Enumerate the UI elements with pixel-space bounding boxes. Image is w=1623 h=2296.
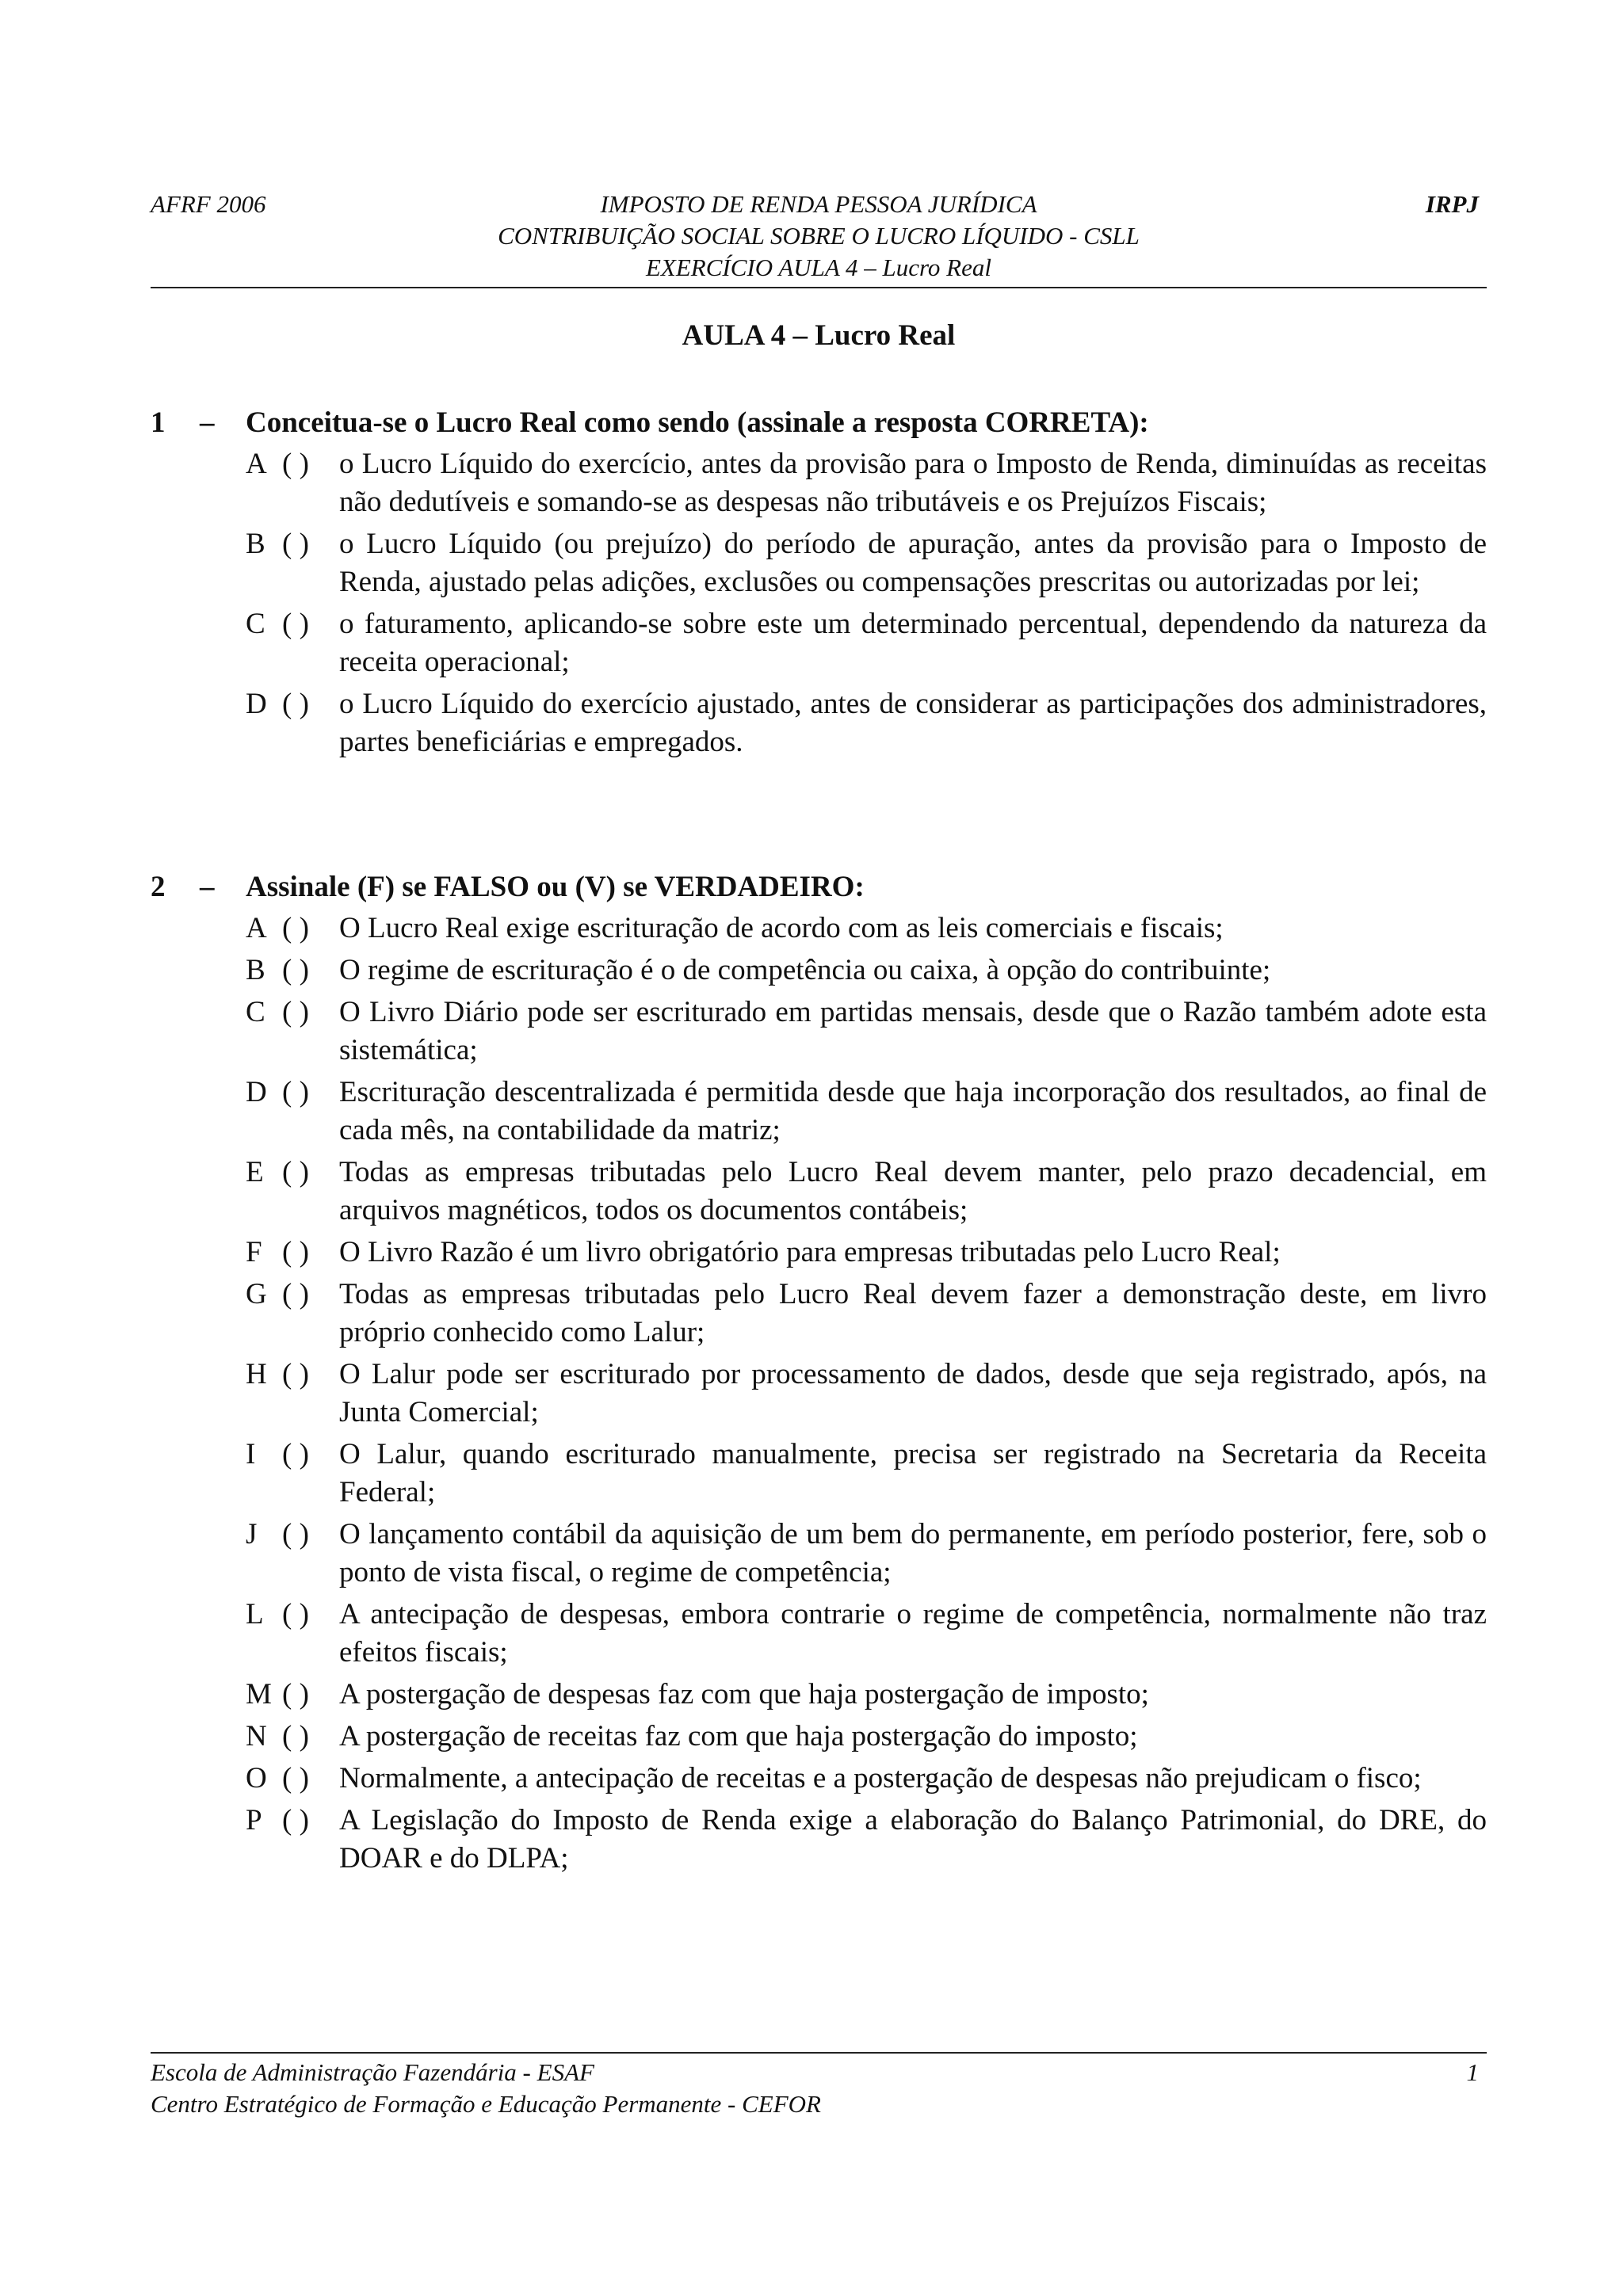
option-letter: I — [246, 1438, 256, 1470]
answer-checkbox[interactable]: ( ) — [282, 528, 309, 560]
option-item-h — [246, 1356, 1487, 1432]
option-item-c — [246, 994, 1487, 1070]
header-center — [151, 189, 1487, 284]
question-2 — [151, 870, 1487, 1882]
option-text: o Lucro Líquido (ou prejuízo) do período de apuração, antes da provisão para o Imposto de Renda, ajustado pelas adições, exclusões ou compensações prescritas ou autorizadas por lei; — [339, 528, 1487, 598]
answer-checkbox[interactable]: ( ) — [282, 1720, 309, 1753]
option-letter: N — [246, 1720, 267, 1753]
header-divider — [151, 287, 1487, 288]
option-list — [151, 445, 1487, 761]
option-item-f — [246, 1234, 1487, 1272]
header-line-2: CONTRIBUIÇÃO SOCIAL SOBRE O LUCRO LÍQUIDO - CSLL — [498, 222, 1140, 250]
answer-checkbox[interactable]: ( ) — [282, 1678, 309, 1711]
option-item-a — [246, 445, 1487, 521]
answer-checkbox[interactable]: ( ) — [282, 1278, 309, 1310]
question-dash: – — [200, 406, 215, 439]
option-text: Normalmente, a antecipação de receitas e a postergação de despesas não prejudicam o fisco; — [339, 1762, 1422, 1794]
option-list — [151, 910, 1487, 1878]
answer-checkbox[interactable]: ( ) — [282, 1598, 309, 1630]
page-title: AULA 4 – Lucro Real — [682, 319, 956, 352]
question-heading — [151, 870, 1487, 910]
option-item-g — [246, 1276, 1487, 1352]
answer-checkbox[interactable]: ( ) — [282, 996, 309, 1028]
option-letter: J — [246, 1518, 258, 1550]
question-number: 1 — [151, 406, 166, 439]
option-text: O Lalur, quando escriturado manualmente, precisa ser registrado na Secretaria da Receita Federal; — [339, 1438, 1487, 1508]
option-text: A postergação de despesas faz com que haja postergação de imposto; — [339, 1678, 1149, 1711]
footer-school: Escola de Administração Fazendária - ESAF — [151, 2058, 594, 2086]
option-letter: B — [246, 528, 265, 560]
option-letter: G — [246, 1278, 267, 1310]
header-line-3: EXERCÍCIO AULA 4 – Lucro Real — [646, 254, 991, 281]
answer-checkbox[interactable]: ( ) — [282, 1358, 309, 1390]
option-letter: P — [246, 1804, 262, 1836]
page-number: 1 — [1466, 2058, 1479, 2086]
answer-checkbox[interactable]: ( ) — [282, 1762, 309, 1794]
option-text: O Livro Razão é um livro obrigatório para empresas tributadas pelo Lucro Real; — [339, 1236, 1281, 1268]
option-text: O Livro Diário pode ser escriturado em partidas mensais, desde que o Razão também adote esta sistemática; — [339, 996, 1487, 1066]
option-text: o faturamento, aplicando-se sobre este um determinado percentual, dependendo da natureza da receita operacional; — [339, 608, 1487, 678]
answer-checkbox[interactable]: ( ) — [282, 688, 309, 720]
header-tag: IRPJ — [1425, 190, 1479, 218]
question-1 — [151, 406, 1487, 765]
option-text: A postergação de receitas faz com que haja postergação do imposto; — [339, 1720, 1138, 1753]
option-item-b — [246, 952, 1487, 990]
page-footer — [151, 2057, 1487, 2120]
option-item-p — [246, 1802, 1487, 1878]
option-item-n — [246, 1718, 1487, 1756]
option-letter: D — [246, 1076, 267, 1108]
answer-checkbox[interactable]: ( ) — [282, 1804, 309, 1836]
option-item-d — [246, 685, 1487, 761]
option-letter: F — [246, 1236, 262, 1268]
answer-checkbox[interactable]: ( ) — [282, 954, 309, 986]
option-letter: C — [246, 996, 265, 1028]
option-text: o Lucro Líquido do exercício, antes da provisão para o Imposto de Renda, diminuídas as receitas não dedutíveis e somando-se as despesas não tributáveis e os Prejuízos Fiscais; — [339, 448, 1487, 518]
option-item-e — [246, 1154, 1487, 1230]
question-text: Conceitua-se o Lucro Real como sendo (assinale a resposta CORRETA): — [246, 406, 1149, 439]
answer-checkbox[interactable]: ( ) — [282, 608, 309, 640]
option-letter: L — [246, 1598, 264, 1630]
option-item-a — [246, 910, 1487, 948]
option-text: O Lucro Real exige escrituração de acordo com as leis comerciais e fiscais; — [339, 912, 1224, 944]
option-item-i — [246, 1436, 1487, 1512]
option-item-l — [246, 1596, 1487, 1672]
question-dash: – — [200, 871, 215, 903]
option-letter: E — [246, 1156, 264, 1188]
option-text: A antecipação de despesas, embora contrarie o regime de competência, normalmente não traz efeitos fiscais; — [339, 1598, 1487, 1669]
question-text: Assinale (F) se FALSO ou (V) se VERDADEIRO: — [246, 871, 865, 903]
option-text: O lançamento contábil da aquisição de um bem do permanente, em período posterior, fere, sob o ponto de vista fiscal, o regime de competência; — [339, 1518, 1487, 1589]
option-item-c — [246, 605, 1487, 681]
answer-checkbox[interactable]: ( ) — [282, 1438, 309, 1470]
option-text: A Legislação do Imposto de Renda exige a elaboração do Balanço Patrimonial, do DRE, do DOAR e do DLPA; — [339, 1804, 1487, 1875]
header-exam: AFRF 2006 — [151, 190, 266, 218]
page-header — [151, 189, 1487, 284]
option-letter: A — [246, 448, 267, 480]
option-letter: A — [246, 912, 267, 944]
question-heading — [151, 406, 1487, 445]
answer-checkbox[interactable]: ( ) — [282, 1518, 309, 1550]
option-item-j — [246, 1516, 1487, 1592]
option-letter: C — [246, 608, 265, 640]
option-letter: D — [246, 688, 267, 720]
option-letter: M — [246, 1678, 272, 1711]
option-item-d — [246, 1074, 1487, 1150]
option-text: Todas as empresas tributadas pelo Lucro Real devem fazer a demonstração deste, em livro próprio conhecido como Lalur; — [339, 1278, 1487, 1348]
header-line-1: IMPOSTO DE RENDA PESSOA JURÍDICA — [600, 190, 1037, 218]
footer-divider — [151, 2052, 1487, 2054]
option-letter: O — [246, 1762, 267, 1794]
answer-checkbox[interactable]: ( ) — [282, 1156, 309, 1188]
footer-center: Centro Estratégico de Formação e Educação Permanente - CEFOR — [151, 2090, 821, 2118]
answer-checkbox[interactable]: ( ) — [282, 912, 309, 944]
option-text: O regime de escrituração é o de competência ou caixa, à opção do contribuinte; — [339, 954, 1271, 986]
option-text: o Lucro Líquido do exercício ajustado, antes de considerar as participações dos administradores, partes beneficiárias e empregados. — [339, 688, 1487, 758]
answer-checkbox[interactable]: ( ) — [282, 1236, 309, 1268]
option-text: Todas as empresas tributadas pelo Lucro Real devem manter, pelo prazo decadencial, em arquivos magnéticos, todos os documentos contábeis; — [339, 1156, 1487, 1226]
option-text: Escrituração descentralizada é permitida desde que haja incorporação dos resultados, ao final de cada mês, na contabilidade da matriz; — [339, 1076, 1487, 1146]
option-item-b — [246, 525, 1487, 601]
document-page — [151, 0, 1487, 2296]
option-letter: H — [246, 1358, 267, 1390]
option-letter: B — [246, 954, 265, 986]
answer-checkbox[interactable]: ( ) — [282, 1076, 309, 1108]
option-item-o — [246, 1760, 1487, 1798]
option-text: O Lalur pode ser escriturado por processamento de dados, desde que seja registrado, após, na Junta Comercial; — [339, 1358, 1487, 1428]
option-item-m — [246, 1676, 1487, 1714]
answer-checkbox[interactable]: ( ) — [282, 448, 309, 480]
question-number: 2 — [151, 871, 166, 903]
